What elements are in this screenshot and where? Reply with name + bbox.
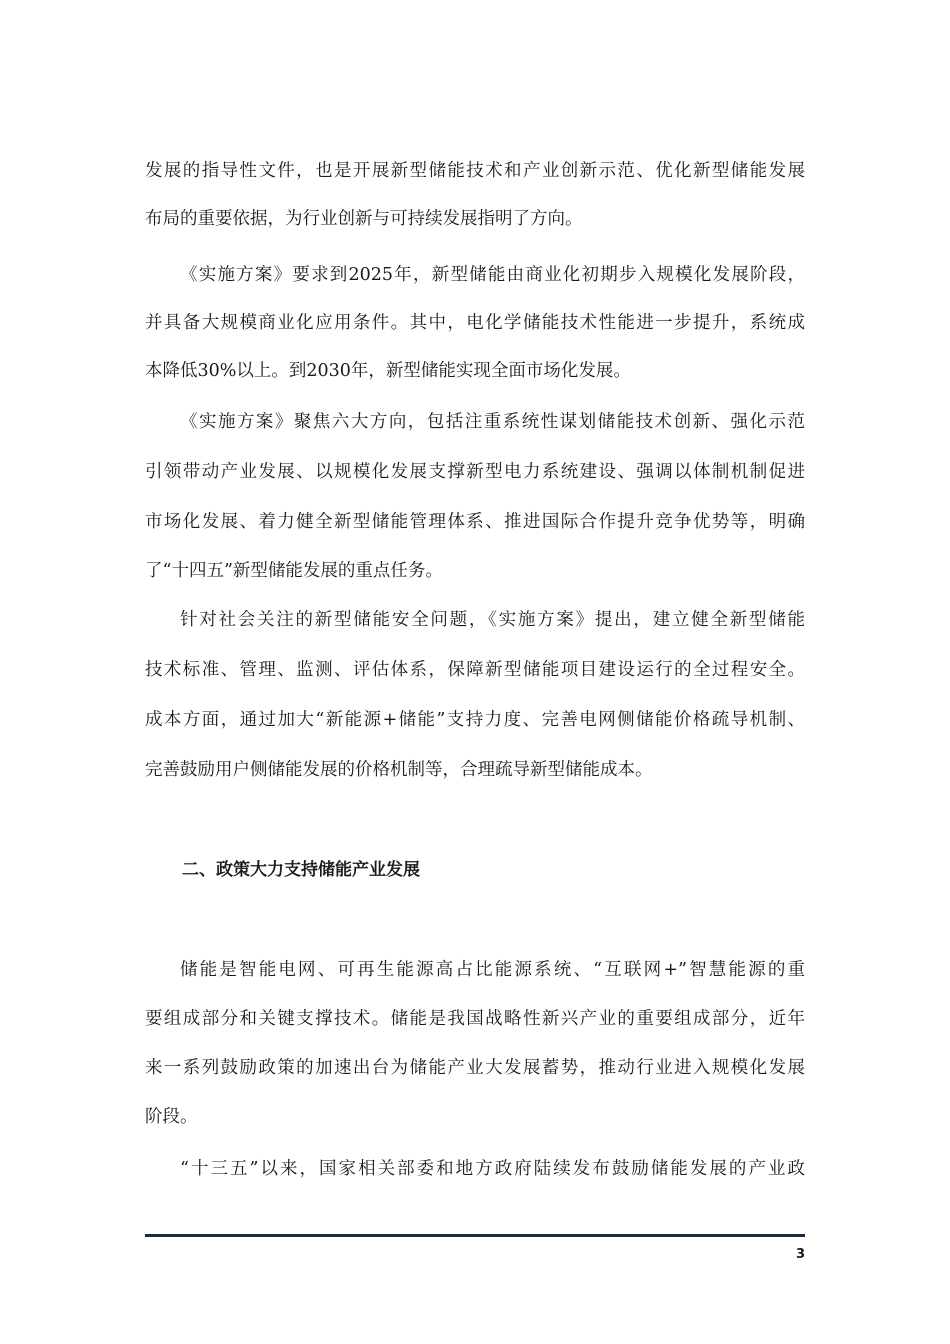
text-line: 了“十四五”新型储能发展的重点任务。 bbox=[145, 561, 443, 581]
text-line: 《实施方案》聚焦六大方向，包括注重系统性谋划储能技术创新、强化示范 bbox=[180, 412, 805, 432]
footer-divider bbox=[145, 1234, 805, 1237]
text-line: 《实施方案》要求到2025年，新型储能由商业化初期步入规模化发展阶段， bbox=[180, 265, 805, 285]
text-line: “十三五”以来，国家相关部委和地方政府陆续发布鼓励储能发展的产业政 bbox=[180, 1159, 805, 1179]
text-line: 引领带动产业发展、以规模化发展支撑新型电力系统建设、强调以体制机制促进 bbox=[145, 462, 805, 482]
text-line: 针对社会关注的新型储能安全问题，《实施方案》提出，建立健全新型储能 bbox=[180, 610, 805, 630]
text-line: 布局的重要依据，为行业创新与可持续发展指明了方向。 bbox=[145, 209, 583, 229]
text-line: 来一系列鼓励政策的加速出台为储能产业大发展蓄势，推动行业进入规模化发展 bbox=[145, 1058, 805, 1078]
text-line: 并具备大规模商业化应用条件。其中，电化学储能技术性能进一步提升，系统成 bbox=[145, 313, 805, 333]
text-line: 完善鼓励用户侧储能发展的价格机制等，合理疏导新型储能成本。 bbox=[145, 760, 653, 780]
text-line: 要组成部分和关键支撑技术。储能是我国战略性新兴产业的重要组成部分，近年 bbox=[145, 1009, 805, 1029]
text-line: 成本方面，通过加大“新能源+储能”支持力度、完善电网侧储能价格疏导机制、 bbox=[145, 710, 805, 730]
page-number: 3 bbox=[795, 1247, 805, 1262]
text-line: 本降低30%以上。到2030年，新型储能实现全面市场化发展。 bbox=[145, 361, 631, 381]
text-line: 储能是智能电网、可再生能源高占比能源系统、“互联网+”智慧能源的重 bbox=[180, 960, 805, 980]
text-line: 阶段。 bbox=[145, 1107, 198, 1127]
text-line: 发展的指导性文件，也是开展新型储能技术和产业创新示范、优化新型储能发展 bbox=[145, 161, 805, 181]
text-line: 技术标准、管理、监测、评估体系，保障新型储能项目建设运行的全过程安全。 bbox=[145, 660, 805, 680]
text-line: 市场化发展、着力健全新型储能管理体系、推进国际合作提升竞争优势等，明确 bbox=[145, 512, 805, 532]
section-heading: 二、政策大力支持储能产业发展 bbox=[182, 860, 420, 880]
